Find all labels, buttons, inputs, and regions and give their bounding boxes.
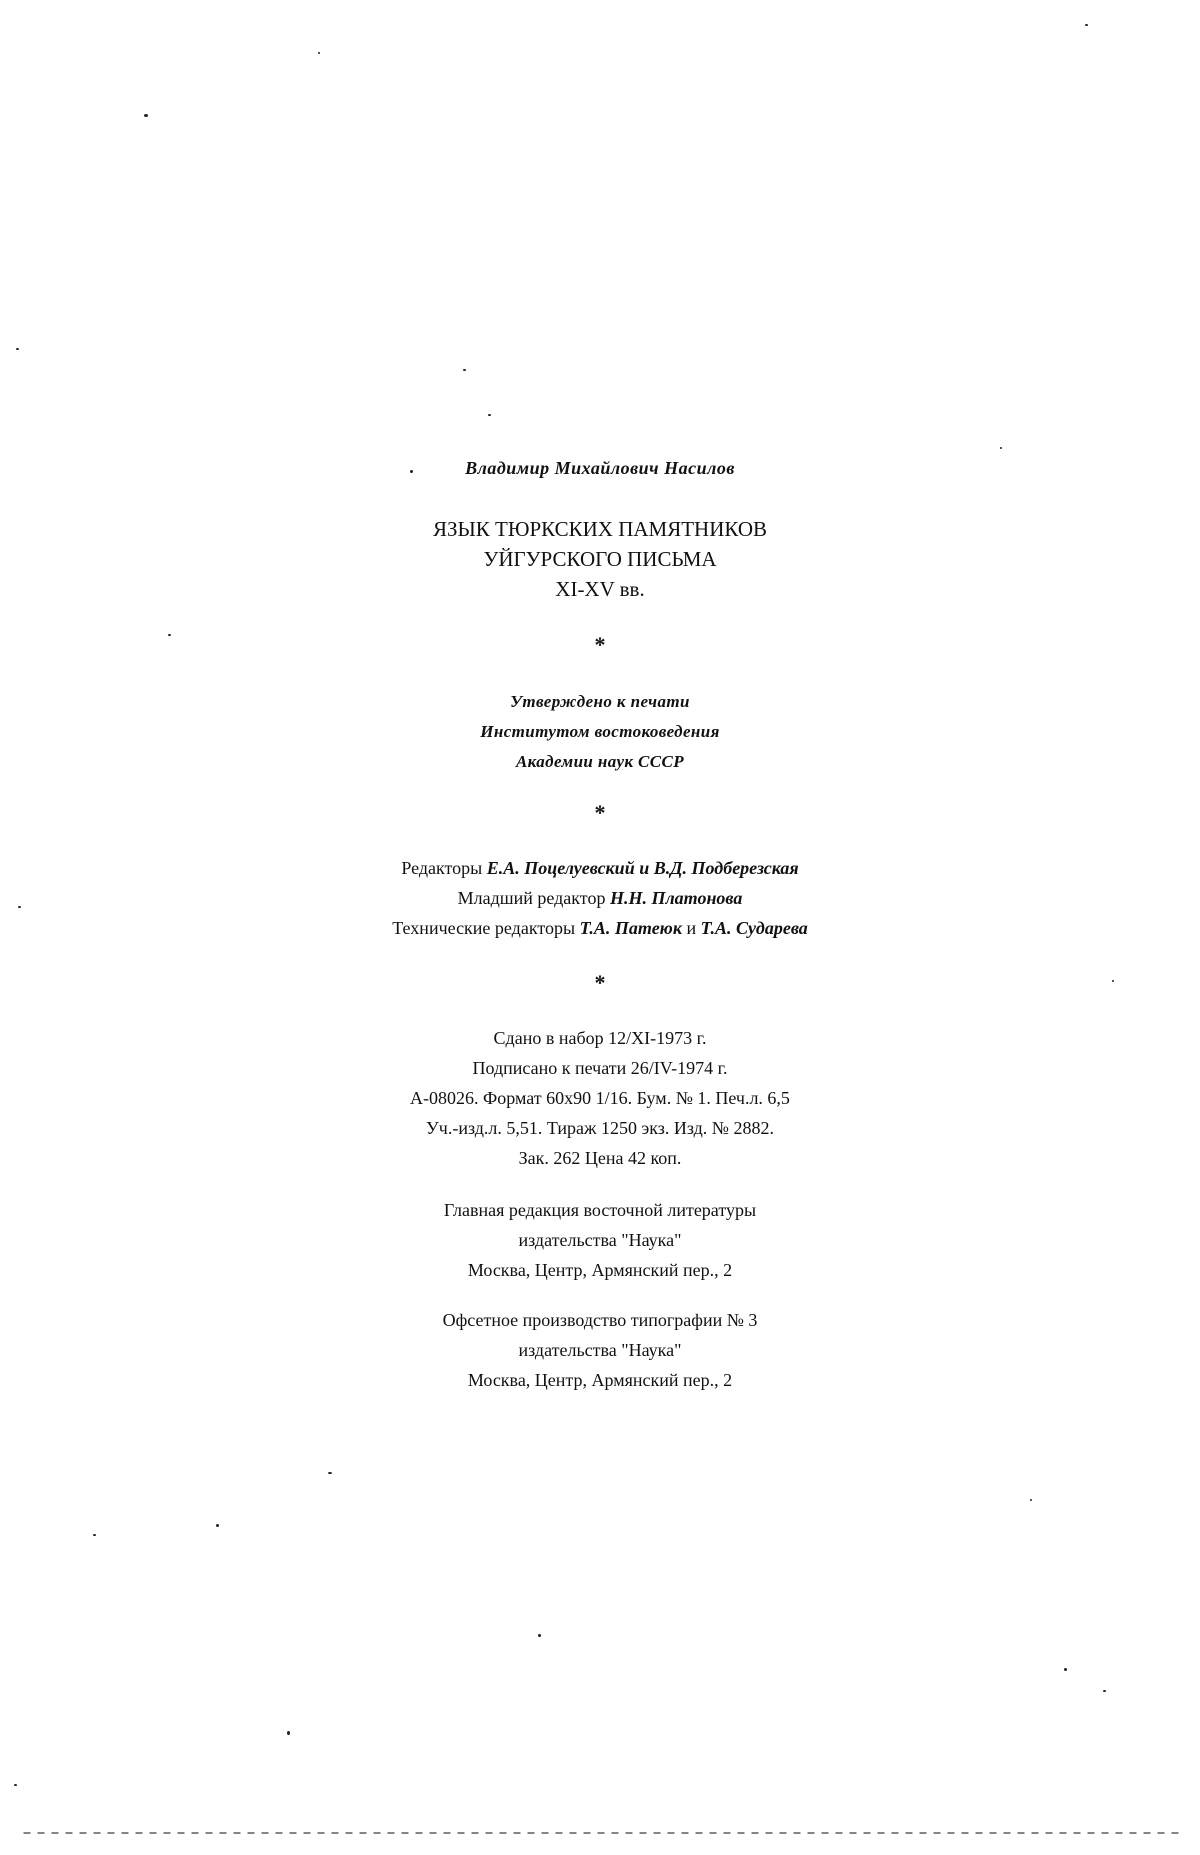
publisher-info <box>300 1195 900 1285</box>
scan-speck <box>14 1784 17 1786</box>
editors-line <box>300 853 900 883</box>
scan-speck <box>538 1634 541 1637</box>
junior-editor-label: Младший редактор <box>457 888 606 908</box>
tech-editors-label: Технические редакторы <box>392 918 576 938</box>
author-line: Владимир Михайлович Насилов <box>465 458 735 478</box>
tech-editor-name: Т.А. Сударева <box>700 918 808 938</box>
scan-speck <box>463 369 466 371</box>
scan-speck <box>1000 447 1002 449</box>
circulation-details: Уч.-изд.л. 5,51. Тираж 1250 экз. Изд. № 2882. <box>426 1118 774 1138</box>
printer-info <box>300 1305 900 1395</box>
scan-speck <box>488 414 491 416</box>
scan-speck <box>1030 1499 1032 1501</box>
printer-line-1: Офсетное производство типографии № 3 <box>442 1310 758 1330</box>
scan-speck <box>1103 1690 1106 1692</box>
scan-speck <box>318 52 320 54</box>
approval-note <box>300 687 900 777</box>
title-line-2: УЙГУРСКОГО ПИСЬМА <box>483 547 717 571</box>
tech-editors-line <box>300 913 900 943</box>
separator-star: * <box>594 800 606 825</box>
publisher-line-1: Главная редакция восточной литературы <box>443 1200 757 1220</box>
scan-speck <box>1085 24 1088 26</box>
scan-speck <box>1112 980 1114 982</box>
publisher-address: Москва, Центр, Армянский пер., 2 <box>467 1260 733 1280</box>
scan-edge-noise <box>20 1832 1180 1834</box>
printer-address: Москва, Центр, Армянский пер., 2 <box>467 1370 733 1390</box>
scan-speck <box>168 634 171 636</box>
approval-line-2: Институтом востоковедения <box>480 722 720 741</box>
editors-label: Редакторы <box>401 858 483 878</box>
publisher-line-2: издательства "Наука" <box>518 1230 682 1250</box>
separator-star: * <box>594 632 606 657</box>
book-title <box>300 514 900 604</box>
author-name <box>300 458 900 479</box>
scan-speck <box>16 348 19 350</box>
tech-editor-name: Т.А. Патеюк <box>579 918 682 938</box>
conjunction: и <box>639 858 650 878</box>
junior-editor-name: Н.Н. Платонова <box>609 888 743 908</box>
typeset-date: Сдано в набор 12/XI-1973 г. <box>493 1028 707 1048</box>
printer-line-2: издательства "Наука" <box>518 1340 682 1360</box>
printing-details <box>300 1023 900 1173</box>
scan-speck <box>410 470 413 473</box>
editors-credits <box>300 853 900 943</box>
approval-line-1: Утверждено к печати <box>510 692 690 711</box>
scan-speck <box>216 1524 219 1527</box>
scan-speck <box>144 114 148 117</box>
editor-name: В.Д. Подберезская <box>653 858 799 878</box>
junior-editor-line <box>300 883 900 913</box>
scan-speck <box>93 1534 96 1536</box>
scan-speck <box>287 1731 290 1735</box>
approval-line-3: Академии наук СССР <box>515 752 685 771</box>
editor-name: Е.А. Поцелуевский <box>486 858 635 878</box>
title-line-3: XI-XV вв. <box>555 577 645 601</box>
separator-star: * <box>594 970 606 995</box>
scan-speck <box>18 906 21 908</box>
signed-date: Подписано к печати 26/IV-1974 г. <box>472 1058 728 1078</box>
order-price: Зак. 262 Цена 42 коп. <box>518 1148 682 1168</box>
conjunction: и <box>686 918 697 938</box>
scan-speck <box>1064 1668 1067 1671</box>
format-details: А-08026. Формат 60x90 1/16. Бум. № 1. Печ.л. 6,5 <box>410 1088 790 1108</box>
title-line-1: ЯЗЫК ТЮРКСКИХ ПАМЯТНИКОВ <box>432 517 768 541</box>
scan-speck <box>328 1472 332 1474</box>
